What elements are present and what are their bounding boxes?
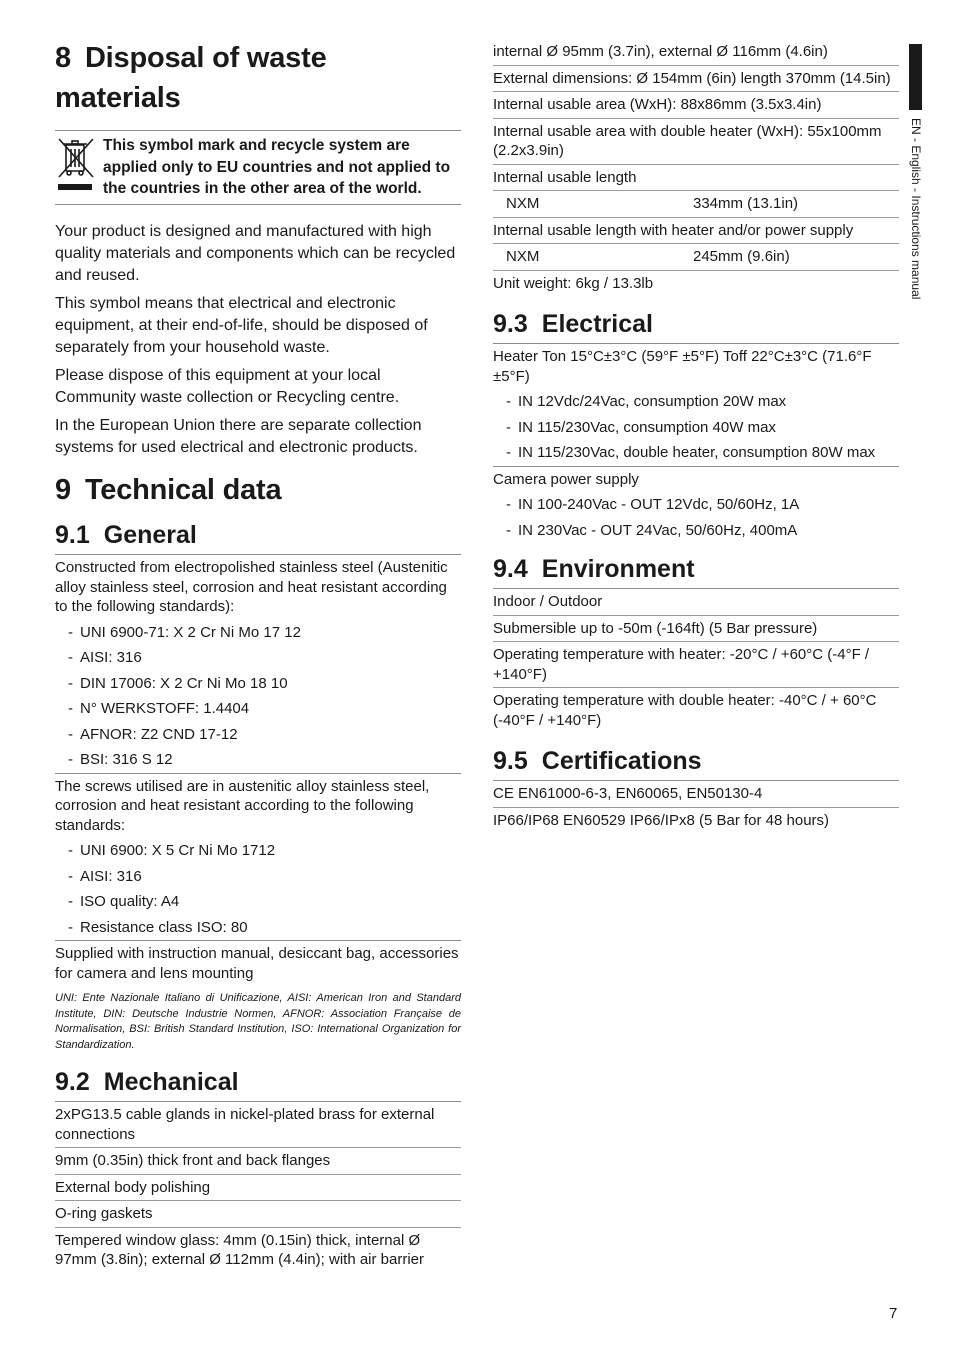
section-9-3-title: 9.3 Electrical xyxy=(493,310,653,338)
mechanical-row: O-ring gaskets xyxy=(55,1201,461,1228)
mechanical-row: Internal usable area with double heater (WxH): 55x100mm (2.2x3.9in) xyxy=(493,119,899,165)
standard-item: - DIN 17006: X 2 Cr Ni Mo 18 10 xyxy=(68,674,288,692)
environment-row: Indoor / Outdoor xyxy=(493,589,899,616)
psu-text: Camera power supply xyxy=(493,470,639,488)
mechanical-row: Tempered window glass: 4mm (0.15in) thick, internal Ø 97mm (3.8in); external Ø 112mm (4.4in); with air barrier xyxy=(55,1231,425,1268)
left-column xyxy=(55,0,461,1273)
standard-item: - AFNOR: Z2 CND 17-12 xyxy=(68,725,238,743)
s8-paragraph: In the European Union there are separate collection systems for used electrical and electronic products. xyxy=(55,417,422,456)
certification-row: CE EN61000-6-3, EN60065, EN50130-4 xyxy=(493,781,899,808)
side-tab-marker xyxy=(909,44,922,110)
heater-item: - IN 115/230Vac, consumption 40W max xyxy=(506,418,776,436)
psu-item: - IN 100-240Vac - OUT 12Vdc, 50/60Hz, 1A xyxy=(506,496,800,513)
mechanical-row: Internal usable area (WxH): 88x86mm (3.5x3.4in) xyxy=(493,92,899,119)
weee-warning-text: This symbol mark and recycle system are applied only to EU countries and not applied to the countries in the other area of the world. xyxy=(103,137,451,197)
sidebar-label: EN - English - Instructions manual xyxy=(909,118,923,300)
s8-paragraph: Please dispose of this equipment at your local Community waste collection or Recycling centre. xyxy=(55,367,400,406)
section-9-title: 9 Technical data xyxy=(55,474,282,506)
standard-item: - AISI: 316 xyxy=(68,649,142,666)
screw-standard-item: - UNI 6900: X 5 Cr Ni Mo 1712 xyxy=(68,842,276,859)
mechanical-row: External dimensions: Ø 154mm (6in) length 370mm (14.5in) xyxy=(493,66,899,93)
psu-item: - IN 230Vac - OUT 24Vac, 50/60Hz, 400mA xyxy=(506,521,798,539)
length-row: NXM 245mm (9.6in) xyxy=(493,244,899,271)
screw-standard-item: - AISI: 316 xyxy=(68,867,142,885)
screw-standard-item: - ISO quality: A4 xyxy=(68,893,180,910)
section-9-5-title: 9.5 Certifications xyxy=(493,747,702,775)
s8-paragraph: This symbol means that electrical and electronic equipment, at their end-of-life, should be disposed of separately from your household waste. xyxy=(55,295,428,356)
heater-text: Heater Ton 15°C±3°C (59°F ±5°F) Toff 22°C±3°C (71.6°F ±5°F) xyxy=(493,348,872,385)
abbreviations-note: UNI: Ente Nazionale Italiano di Unificazione, AISI: American Iron and Standard Institute, DIN: Deutsche Industrie Normen, AFNOR: Association Française de Normalisation, BSI: British Standard Institution, ISO: International Organization for Standardization. xyxy=(55,992,461,1051)
s8-paragraph: Your product is designed and manufactured with high quality materials and components which can be recycled and reused. xyxy=(55,223,456,284)
weee-bin-icon xyxy=(55,135,103,200)
screw-standard-item: - Resistance class ISO: 80 xyxy=(68,918,248,936)
mechanical-row: External body polishing xyxy=(55,1175,461,1202)
mechanical-row: Internal usable length xyxy=(493,165,899,192)
weight-row: Unit weight: 6kg / 13.3lb xyxy=(493,274,654,292)
weee-warning xyxy=(55,131,461,204)
mechanical-row: 9mm (0.35in) thick front and back flanges xyxy=(55,1148,461,1175)
certification-row: IP66/IP68 EN60529 IP66/IPx8 (5 Bar for 48 hours) xyxy=(493,811,830,829)
supplied-text: Supplied with instruction manual, desiccant bag, accessories for camera and lens mounting xyxy=(55,945,459,982)
section-9-4-title: 9.4 Environment xyxy=(493,555,695,583)
standard-item: - BSI: 316 S 12 xyxy=(68,751,173,768)
environment-row: Operating temperature with heater: -20°C / +60°C (-4°F / +140°F) xyxy=(493,642,899,688)
mechanical-row: Internal usable length with heater and/or power supply xyxy=(493,218,899,245)
page-number: 7 xyxy=(889,1305,898,1322)
heater-item: - IN 115/230Vac, double heater, consumption 80W max xyxy=(506,444,876,461)
environment-row: Submersible up to -50m (-164ft) (5 Bar pressure) xyxy=(493,616,899,643)
standard-item: - N° WERKSTOFF: 1.4404 xyxy=(68,700,250,717)
mechanical-row: 2xPG13.5 cable glands in nickel-plated brass for external connections xyxy=(55,1102,461,1148)
environment-row: Operating temperature with double heater: -40°C / + 60°C (-40°F / +140°F) xyxy=(493,692,877,729)
section-9-2-title: 9.2 Mechanical xyxy=(55,1068,239,1096)
section-8-title: 8 Disposal of waste materials xyxy=(55,42,327,114)
screws-text: The screws utilised are in austenitic alloy stainless steel, corrosion and heat resistant according to the following standards: xyxy=(55,777,430,834)
section-9-1-title: 9.1 General xyxy=(55,521,197,549)
heater-item: - IN 12Vdc/24Vac, consumption 20W max xyxy=(506,393,787,410)
standard-item: - UNI 6900-71: X 2 Cr Ni Mo 17 12 xyxy=(68,623,301,641)
right-column xyxy=(493,0,899,833)
mechanical-row: internal Ø 95mm (3.7in), external Ø 116mm (4.6in) xyxy=(493,39,899,66)
length-row: NXM 334mm (13.1in) xyxy=(493,191,899,218)
general-intro: Constructed from electropolished stainless steel (Austenitic alloy stainless steel, corrosion and heat resistant according to the following standards): xyxy=(55,559,448,615)
